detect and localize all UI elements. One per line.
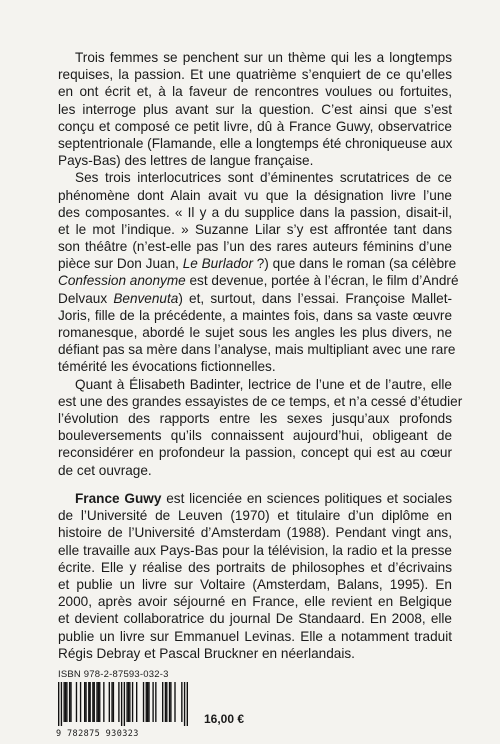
barcode-bar <box>132 682 133 722</box>
text-line: conçu et composé ce petit livre, dû à France Guwy, observatrice <box>58 118 452 134</box>
barcode-bar <box>152 682 153 722</box>
barcode-bar <box>136 682 137 722</box>
barcode-bar <box>96 682 97 722</box>
text-line: Régis Debray et Pascal Bruckner en néerlandais. <box>58 645 355 661</box>
barcode-bar <box>146 682 147 722</box>
text-line: Pays-Bas) des lettres de langue française. <box>58 153 314 169</box>
text-line: et devient collaboratrice du journal De Standaard. En 2008, elle <box>58 611 452 627</box>
text-line: des composantes. « Il y a du supplice dans la passion, disait-il, <box>58 204 452 220</box>
text-line <box>58 255 457 272</box>
barcode-bar <box>129 682 130 722</box>
barcode-bar <box>187 682 188 726</box>
barcode-bar <box>128 682 129 722</box>
text-line <box>58 490 452 507</box>
barcode-bar <box>65 682 66 722</box>
text-line: bouleversements qu’ils connaissent aujourd’hui, obligeant de <box>58 428 452 444</box>
text-line: les interroge plus avant sur la question. C’est ainsi que s’est <box>58 101 452 117</box>
barcode-bar <box>162 682 163 722</box>
barcode-bar <box>58 682 59 726</box>
text-line: elle travaille aux Pays-Bas pour la télévision, la radio et la presse <box>58 542 452 558</box>
author-name: France Guwy <box>75 491 162 506</box>
text-span: Delvaux <box>58 290 114 306</box>
barcode-bar <box>124 682 125 726</box>
text-line: défiant pas sa mère dans l’analyse, mais multipliant avec une rare <box>58 342 456 358</box>
text-line: en ont écrit et, à la faveur de rencontres voulues ou fortuites, <box>58 84 452 100</box>
barcode-bar <box>66 682 67 722</box>
barcode-bar <box>94 682 95 722</box>
intro-text <box>58 49 463 479</box>
title-italic: Benvenuta <box>113 290 179 306</box>
barcode-bar <box>155 682 156 722</box>
text-span: ?) que dans le roman (sa célèbre <box>252 256 457 272</box>
barcode-bar <box>61 682 62 726</box>
barcode-bar <box>80 682 81 722</box>
barcode-bar <box>88 682 89 722</box>
text-span: est licenciée en sciences politiques et sociales <box>161 491 452 506</box>
text-line: histoire de l’Université d’Amsterdam (1988). Pendant vingt ans, <box>58 525 452 541</box>
barcode-bar <box>181 682 182 722</box>
barcode-bar <box>70 682 71 722</box>
barcode-icon <box>58 682 188 726</box>
barcode-bar <box>126 682 127 722</box>
barcode-bar <box>118 682 119 722</box>
barcode-bar <box>92 682 93 722</box>
text-line: Joris, fille de la précédente, a maintes fois, dans sa vaste œuvre <box>58 307 452 323</box>
barcode-bar <box>99 682 100 722</box>
text-line: Quant à Élisabeth Badinter, lectrice de l’une et de l’autre, elle <box>75 376 452 392</box>
title-italic: Confession anonyme <box>58 273 186 289</box>
text-line: et publie un livre sur Voltaire (Amsterdam, Balans, 1995). En <box>58 576 452 592</box>
barcode-digits: 9 782875 930323 <box>56 729 139 739</box>
barcode-bar <box>76 682 77 722</box>
text-line <box>58 290 452 307</box>
price: 16,00 € <box>204 712 245 726</box>
barcode-bar <box>89 682 90 722</box>
barcode-bar <box>121 682 122 726</box>
text-line: romanesque, abordé le sujet sous les angles les plus divers, ne <box>58 325 452 340</box>
text-line: septentrionale (Flamande, elle a longtemps été chroniqueuse aux <box>58 135 453 151</box>
barcode-bar <box>184 682 185 726</box>
text-line: est une des grandes essayistes de ce temps, et n’a cessé d’étudier <box>58 393 463 409</box>
text-span: pièce sur Don Juan, <box>58 256 183 272</box>
text-line: phénomène dont Alain avait vu que la désignation livre l’une <box>58 187 452 203</box>
text-line: Ses trois interlocutrices sont d’éminentes scrutatrices de ce <box>75 170 452 186</box>
text-line: 2000, après avoir séjourné en France, elle revient en Belgique <box>58 594 452 610</box>
barcode-bar <box>165 682 166 722</box>
barcode-bar <box>148 682 149 722</box>
text-span: ) et, surtout, dans l’essai. Françoise Mallet- <box>178 290 452 306</box>
barcode-bar <box>170 682 171 722</box>
author-bio <box>58 490 452 662</box>
barcode-bar <box>169 682 170 722</box>
text-line: de l’Université de Leuven (1970) et titulaire d’un diplôme en <box>58 508 452 524</box>
barcode-bar <box>109 682 110 722</box>
text-line: reconsidérer en profondeur la passion, concept qui est au cœur <box>58 445 452 461</box>
barcode-bar <box>85 682 86 722</box>
barcode-bar <box>103 682 104 722</box>
barcode-bar <box>84 682 85 722</box>
text-line: témérité les évocations fictionnelles. <box>58 359 276 375</box>
barcode-bar <box>113 682 114 722</box>
title-italic: Le Burlador <box>182 256 253 272</box>
text-span: est devenue, portée à l’écran, le film d’André <box>185 273 459 289</box>
text-line: l’évolution des rapports entre les sexes jusqu’aux profonds <box>58 410 452 426</box>
barcode-bar <box>98 682 99 722</box>
text-line: écrite. Elle y réalise des portraits de philosophes et d’écrivains <box>58 559 452 575</box>
text-line: de cet ouvrage. <box>58 462 152 478</box>
barcode-bar <box>63 682 64 722</box>
barcode-bar <box>69 682 70 722</box>
text-line: son théâtre (n’est-elle pas l’un des rares auteurs féminins d’une <box>58 239 452 255</box>
text-line: publie un livre sur Emmanuel Levinas. Elle a notamment traduit <box>58 628 452 644</box>
text-line: requises, la passion. Et une quatrième s’enquiert de ce qu’elles <box>58 67 452 83</box>
isbn-label: ISBN 978-2-87593-032-3 <box>58 669 169 680</box>
text-line <box>58 272 459 289</box>
barcode-bar <box>143 682 144 722</box>
text-line: Trois femmes se penchent sur un thème qui les a longtemps <box>75 50 452 65</box>
barcode-bar <box>174 682 175 722</box>
barcode-bar <box>147 682 148 722</box>
barcode-bar <box>166 682 167 722</box>
text-line: et le mot l’indique. » Suzanne Lilar s’y est affrontée tant dans <box>58 221 452 237</box>
barcode-bar <box>111 682 112 722</box>
